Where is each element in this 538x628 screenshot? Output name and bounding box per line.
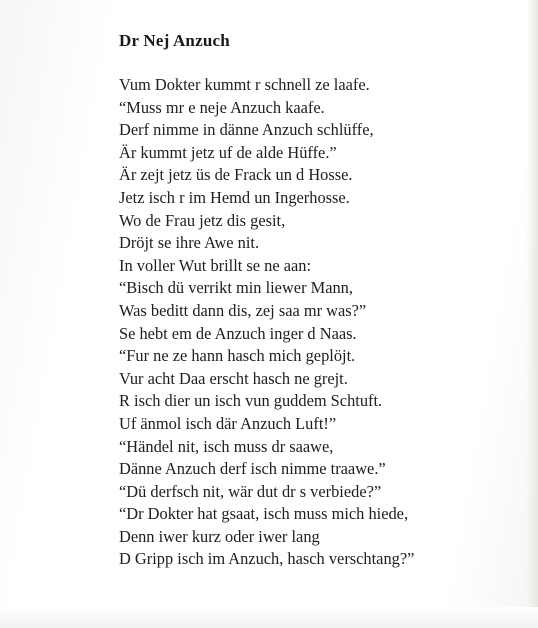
poem-line: Är zejt jetz üs de Frack un d Hosse. — [119, 165, 353, 185]
poem-line: “Fur ne ze hann hasch mich geplöjt. — [119, 346, 356, 366]
poem-line: Denn iwer kurz oder iwer lang — [119, 526, 320, 546]
poem-line: Uf änmol isch där Anzuch Luft!” — [119, 413, 337, 433]
poem-title: Dr Nej Anzuch — [119, 31, 230, 50]
poem-body — [119, 74, 414, 571]
poem-line: Derf nimme in dänne Anzuch schlüffe, — [119, 120, 374, 140]
poem-line: “Dr Dokter hat gsaat, isch muss mich hiede, — [119, 504, 409, 524]
poem-line: Wo de Frau jetz dis gesit, — [119, 210, 286, 230]
poem-line: In voller Wut brillt se ne aan: — [119, 255, 312, 275]
poem-line: D Gripp isch im Anzuch, hasch verschtang?” — [119, 549, 415, 569]
poem-line: Was beditt dann dis, zej saa mr was?” — [119, 300, 367, 320]
poem-line: Vur acht Daa erscht hasch ne grejt. — [119, 368, 348, 388]
poem-line: “Dü derfsch nit, wär dut dr s verbiede?” — [119, 481, 382, 501]
poem-line: Är kummt jetz uf de alde Hüffe.” — [119, 142, 337, 162]
poem-line: Vum Dokter kummt r schnell ze laafe. — [119, 75, 370, 94]
poem-line: Se hebt em de Anzuch inger d Naas. — [119, 323, 357, 343]
paper-edge-shadow — [526, 0, 538, 628]
poem-line: Jetz isch r im Hemd un Ingerhosse. — [119, 187, 350, 207]
poem-line: “Bisch dü verrikt min liewer Mann, — [119, 278, 353, 298]
poem-line: “Muss mr e neje Anzuch kaafe. — [119, 97, 325, 117]
poem-line: Dröjt se ihre Awe nit. — [119, 233, 260, 253]
poem-line: “Händel nit, isch muss dr saawe, — [119, 436, 334, 456]
poem-line: R isch dier un isch vun guddem Schtuft. — [119, 391, 383, 411]
paper-bottom-edge — [0, 607, 538, 628]
poem-line: Dänne Anzuch derf isch nimme traawe.” — [119, 459, 386, 479]
